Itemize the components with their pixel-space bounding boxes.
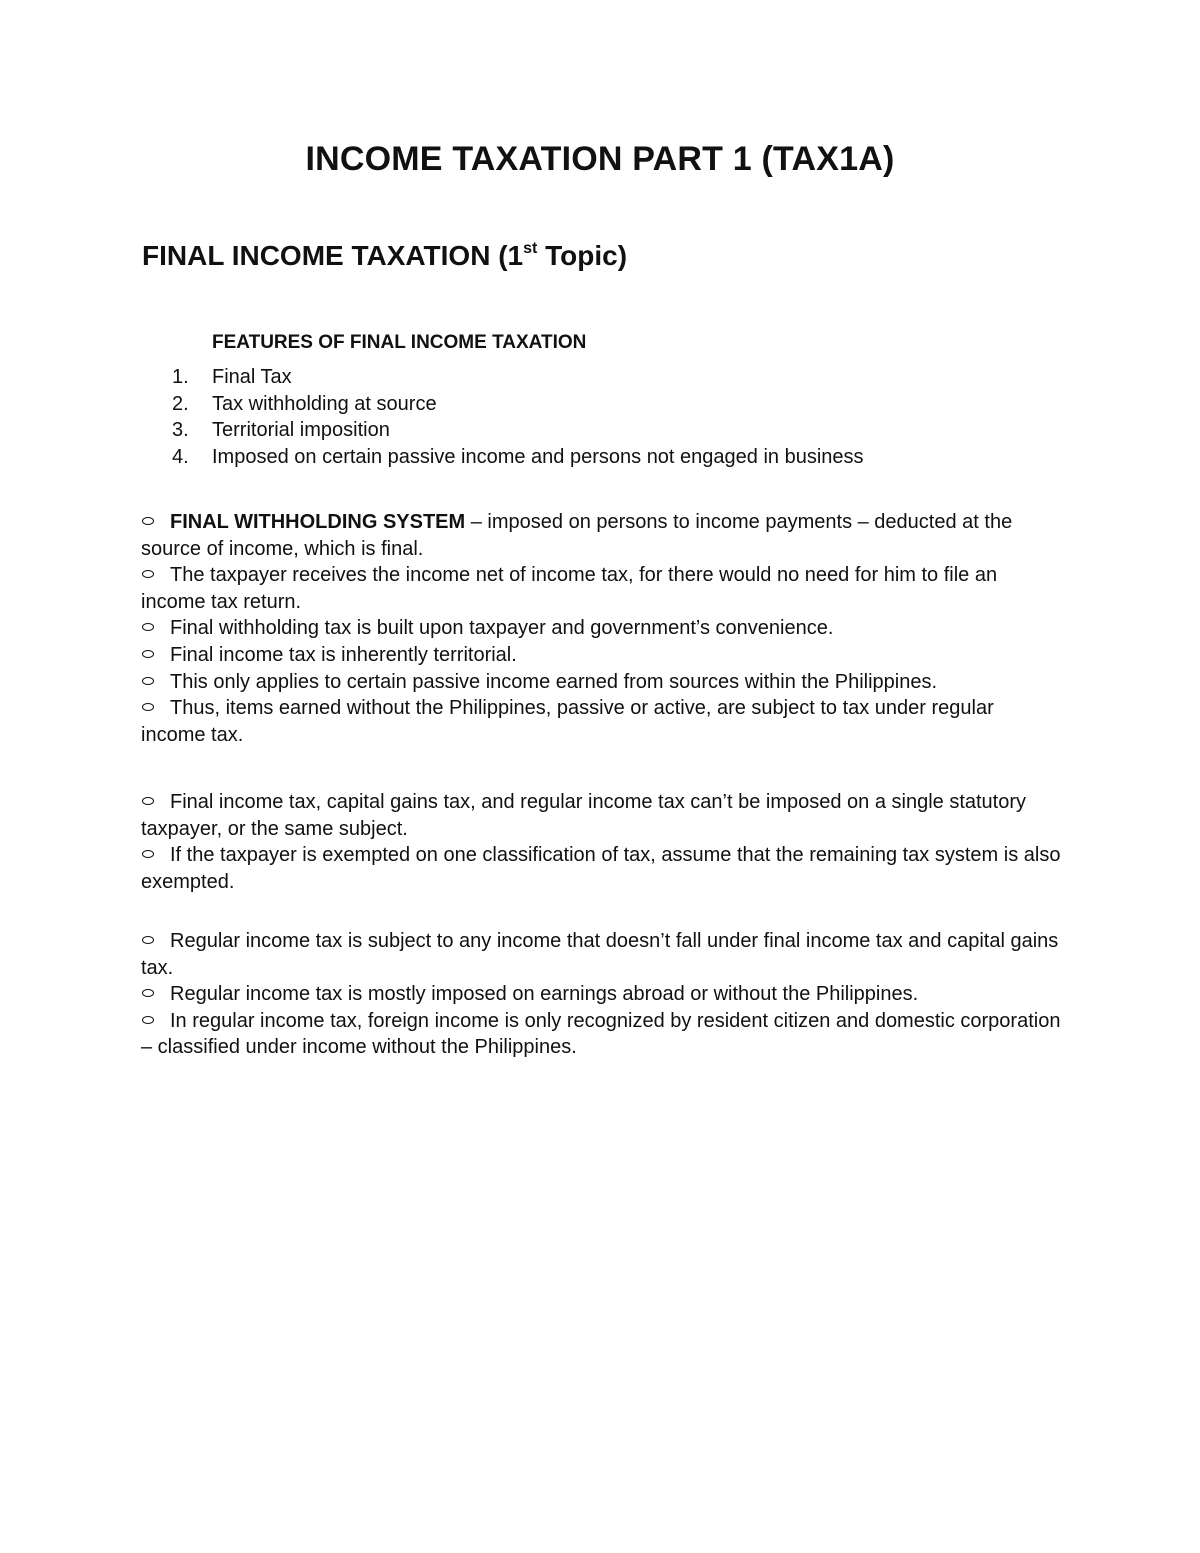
- list-item-text: Imposed on certain passive income and persons not engaged in business: [212, 445, 864, 468]
- circle-bullet-icon: [142, 850, 154, 858]
- circle-bullet-icon: [142, 650, 154, 658]
- bullet-text: Final income tax, capital gains tax, and regular income tax can’t be imposed on a single statutory taxpayer, or the same subject.: [141, 791, 1027, 840]
- bullet-group-withholding: [141, 509, 1061, 748]
- bullet-bold-text: FINAL WITHHOLDING SYSTEM: [170, 511, 466, 533]
- bullet-text: – imposed on persons to income payments – deducted at the source of income, which is final.: [141, 511, 1013, 560]
- bullet-text: Final withholding tax is built upon taxpayer and government’s convenience.: [170, 617, 834, 640]
- circle-bullet-icon: [142, 797, 154, 805]
- circle-bullet-icon: [142, 677, 154, 685]
- section-title: [142, 240, 627, 272]
- list-item-text: Tax withholding at source: [212, 392, 437, 415]
- circle-bullet-icon: [142, 623, 154, 631]
- bullet-text: If the taxpayer is exempted on one classification of tax, assume that the remaining tax system is also exempted.: [141, 844, 1061, 893]
- features-list: [172, 364, 864, 470]
- bullet-item: [141, 928, 1061, 981]
- bullet-item: [141, 615, 1061, 642]
- section-title-suffix: Topic): [537, 240, 628, 271]
- list-number: 4.: [172, 445, 189, 468]
- bullet-text: Regular income tax is subject to any income that doesn’t fall under final income tax and capital gains tax.: [141, 930, 1059, 979]
- bullet-item: [141, 981, 1061, 1008]
- bullet-item: [141, 509, 1061, 562]
- bullet-item: [141, 1008, 1061, 1061]
- section-title-superscript: st: [523, 240, 538, 257]
- bullet-text: Regular income tax is mostly imposed on earnings abroad or without the Philippines.: [170, 983, 919, 1006]
- list-number: 2.: [172, 392, 189, 415]
- circle-bullet-icon: [142, 1016, 154, 1024]
- bullet-item: [141, 842, 1061, 895]
- circle-bullet-icon: [142, 570, 154, 578]
- features-list-item: [172, 391, 864, 418]
- list-number: 3.: [172, 419, 189, 441]
- features-list-item: [172, 417, 864, 444]
- circle-bullet-icon: [142, 517, 154, 525]
- bullet-item: [141, 789, 1061, 842]
- bullet-group-exemption: [141, 789, 1061, 895]
- circle-bullet-icon: [142, 989, 154, 997]
- features-heading: FEATURES OF FINAL INCOME TAXATION: [212, 332, 587, 353]
- bullet-group-regular-income: [141, 928, 1061, 1061]
- bullet-item: [141, 562, 1061, 615]
- bullet-text: In regular income tax, foreign income is only recognized by resident citizen and domestic corporation – classified under income without the Philippines.: [141, 1009, 1061, 1059]
- circle-bullet-icon: [142, 936, 154, 944]
- circle-bullet-icon: [142, 703, 154, 711]
- bullet-text: Final income tax is inherently territorial.: [170, 643, 517, 666]
- document-title: INCOME TAXATION PART 1 (TAX1A): [305, 140, 895, 178]
- section-title-text: FINAL INCOME TAXATION (1: [142, 240, 524, 271]
- list-item-text: Final Tax: [212, 366, 292, 388]
- features-list-item: [172, 444, 864, 471]
- bullet-text: Thus, items earned without the Philippines, passive or active, are subject to tax under regular income tax.: [141, 697, 994, 746]
- bullet-text: The taxpayer receives the income net of income tax, for there would no need for him to file an income tax return.: [141, 564, 998, 613]
- features-list-item: [172, 364, 864, 391]
- list-number: 1.: [172, 366, 189, 388]
- bullet-item: [141, 642, 1061, 669]
- bullet-item: [141, 669, 1061, 696]
- bullet-item: [141, 695, 1061, 748]
- list-item-text: Territorial imposition: [212, 419, 390, 441]
- bullet-text: This only applies to certain passive income earned from sources within the Philippines.: [170, 670, 938, 693]
